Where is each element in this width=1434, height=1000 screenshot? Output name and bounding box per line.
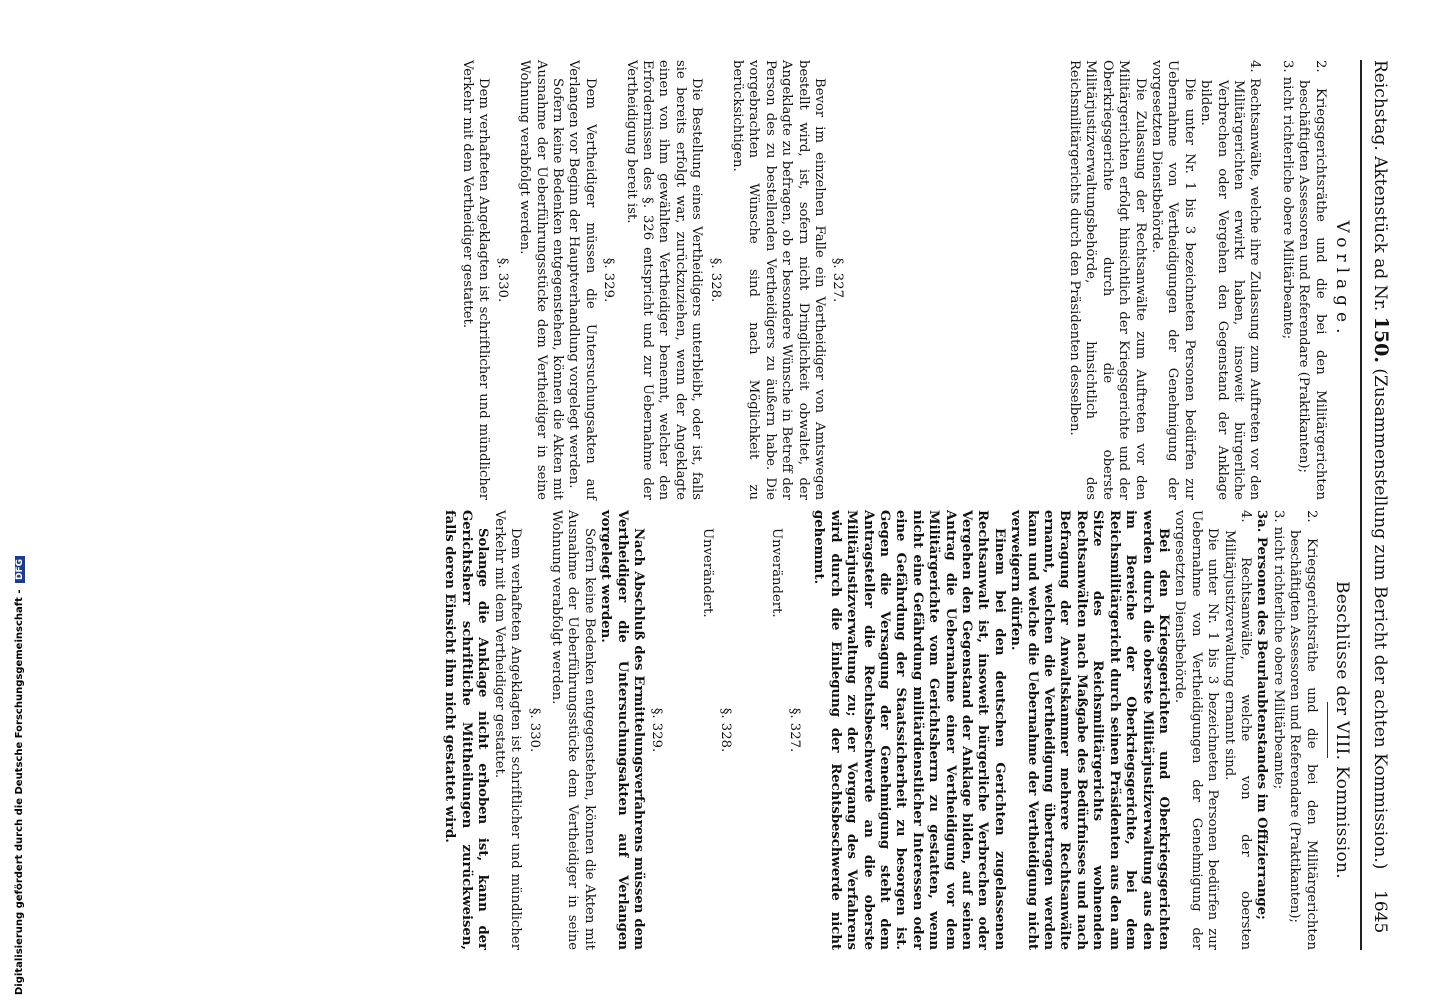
beschluesse-para-3: Einem bei den deutschen Gerichten zugelassenen Rechtsanwalt ist, insoweit bürgerliche Verbrechen oder Vergehen den Gegenstand der Anklage bilden, auf seinen Antrag die Uebernahme einer Vertheidigung vor dem Militärgerichte vom Gerichtsherrn zu gestatten, wenn nicht eine Gefährdung militärdienstlicher Interessen oder eine Gefährdung der Staatssicherheit zu besorgen ist. Gegen die Versagung der Genehmigung steht dem Antragsteller die Rechtsbeschwerde an die oberste Militärjustizverwaltung zu; der Vorgang des Verfahrens wird durch die Einlegung der Rechtsbeschwerde nicht gehemmt. (811, 510, 1007, 950)
vorlage-gap (852, 60, 1066, 500)
vorlage-section-328: §. 328. (707, 257, 723, 303)
beschluesse-section-327: §. 327. (787, 707, 802, 753)
vorlage-section-327: §. 327. (830, 257, 846, 303)
digitization-note (14, 556, 25, 995)
vorlage-para-1: Die unter Nr. 1 bis 3 bezeichneten Personen bedürfen zur Uebernahme von Vertheidigungen der Genehmigung der vorgesetzten Dienstbehörde. (1148, 60, 1197, 500)
beschluesse-column (441, 510, 1350, 950)
beschluesse-section-329: §. 329. (649, 707, 665, 753)
beschluesse-text-329a: Nach Abschluß des Ermittelungsverfahrens müssen dem Vertheidiger die Untersuchungsakten auf Verlangen vorgelegt werden. (598, 510, 646, 950)
running-header (1366, 60, 1392, 940)
header-left: Reichstag. Aktenstück ad Nr. (1370, 60, 1390, 312)
vorlage-text-330: Dem verhafteten Angeklagten ist schriftlicher und mündlicher Verkehr mit dem Vertheidiger gestattet. (459, 60, 492, 500)
beschluesse-item-2: 2. Kriegsgerichtsräthe und die bei den Militärgerichten beschäftigten Assessoren und Referendare (Praktikanten); (1287, 510, 1319, 950)
vorlage-para-2: Die Zulassung der Rechtsanwälte zum Auftreten vor den Militärgerichten erfolgt hinsichtlich der Kriegsgerichte und der Oberkriegsgerichte durch die oberste Militärjustizverwaltungsbehörde, hinsichtlich des Reichsmilitärgerichts durch den Präsidenten desselben. (1066, 60, 1148, 500)
vorlage-section-330: §. 330. (494, 257, 510, 303)
title-underline (1327, 702, 1328, 758)
beschluesse-section-328: §. 328. (718, 707, 734, 753)
vorlage-item-3: 3. nicht richterliche obere Militärbeamte; (1279, 60, 1295, 340)
header-rule (1360, 60, 1362, 950)
header-number: 150. (1370, 316, 1392, 363)
beschluesse-text-329b: Sofern keine Bedenken entgegenstehen, können die Akten mit Ausnahme der Ueberführungsstücke dem Vertheidiger in seine Wohnung verabfolgt werden. (548, 510, 597, 950)
beschluesse-text-330: Dem verhafteten Angeklagten ist schriftlicher und mündlicher Verkehr mit dem Vertheidiger gestattet. (491, 510, 524, 950)
vorlage-item-4: 4. Rechtsanwälte, welche ihre Zulassung zum Auftreten vor den Militärgerichten erwirkt haben, insoweit bürgerliche Verbrechen oder Vergehen den Gegenstand der Anklage bilden. (1198, 60, 1263, 500)
beschluesse-text-330b: Solange die Anklage nicht erhoben ist, kann der Gerichtsherr schriftliche Mittheilungen zurückweisen, falls deren Einsicht ihm nicht gestattet wird. (442, 510, 491, 950)
dfg-logo: DFG (15, 556, 25, 583)
vorlage-title: Vorlage. (1332, 220, 1352, 340)
header-middle: (Zusammenstellung zum Bericht der achten Kommission.) (1370, 368, 1390, 870)
vorlage-column (459, 60, 1350, 500)
vorlage-text-327: Bevor im einzelnen Falle ein Vertheidiger von Amtswegen bestellt wird, ist, sofern nicht Dringlichkeit obwaltet, der Angeklagte zu befragen, ob er besondere Wünsche in Betreff der Person des zu bestellenden Vertheidigers zu äußern habe. Die vorgebrachten Wünsche sind nach Möglichkeit zu berücksichtigen. (730, 60, 828, 500)
page-number: 1645 (1370, 890, 1390, 934)
vorlage-item-2: 2. Kriegsgerichtsräthe und die bei den Militärgerichten beschäftigten Assessoren und Referendare (Praktikanten); (1296, 60, 1328, 500)
beschluesse-unveraendert-327: Unverändert. (768, 528, 784, 618)
beschluesse-para-1: Die unter Nr. 1 bis 3 bezeichneten Personen bedürfen zur Uebernahme von Vertheidigungen der Genehmigung der vorgesetzten Dienstbehörde. (1172, 510, 1221, 950)
vorlage-text-328: Die Bestellung eines Vertheidigers unterbleibt, oder ist, falls sie bereits erfolgt war, zurückzuziehen, wenn der Angeklagte einen von ihm gewählten Vertheidiger benennt, welcher den Erfordernissen des §. 326 entspricht und zur Uebernahme der Vertheidigung bereit ist. (623, 60, 705, 500)
vorlage-text-329a: Dem Vertheidiger müssen die Untersuchungsakten auf Verlangen vor Beginn der Hauptverhandlung vorgelegt werden. (566, 60, 598, 500)
beschluesse-item-4-text: 4. Rechtsanwälte, welche von der obersten Militärjustizverwaltung ernannt sind. (1221, 510, 1253, 950)
beschluesse-item-3a: 3a. Personen des Beurlaubtenstandes im Offizierrange; (1254, 510, 1270, 920)
beschluesse-section-330: §. 330. (526, 707, 542, 753)
vorlage-text-329b: Sofern keine Bedenken entgegenstehen, können die Akten mit Ausnahme der Ueberführungsstücke dem Vertheidiger in seine Wohnung verabfolgt werden. (517, 60, 565, 500)
beschluesse-unveraendert-328: Unverändert. (699, 528, 715, 618)
beschluesse-title: Beschlüsse der VIII. Kommission. (1332, 581, 1352, 879)
beschluesse-item-3: 3. nicht richterliche obere Militärbeamte; (1270, 510, 1286, 790)
digitization-note-text: Digitalisierung gefördert durch die Deutsche Forschungsgemeinschaft - (14, 589, 25, 995)
vorlage-section-329: §. 329. (601, 257, 617, 303)
beschluesse-para-2: Bei den Kriegsgerichten und Oberkriegsgerichten werden durch die oberste Militärjustizverwaltung aus den im Bereiche der Oberkriegsgerichte, bei dem Reichsmilitärgericht durch seinen Präsidenten aus den am Sitze des Reichsmilitärgerichts wohnenden Rechtsanwälten nach Maßgabe des Bedürfnisses und nach Befragung der Anwaltskammer mehrere Rechtsanwälte ernannt, welchen die Vertheidigung übertragen werden kann und welche die Uebernahme der Vertheidigung nicht verweigern dürfen. (1008, 510, 1171, 950)
beschluesse-item-4 (1220, 510, 1253, 950)
